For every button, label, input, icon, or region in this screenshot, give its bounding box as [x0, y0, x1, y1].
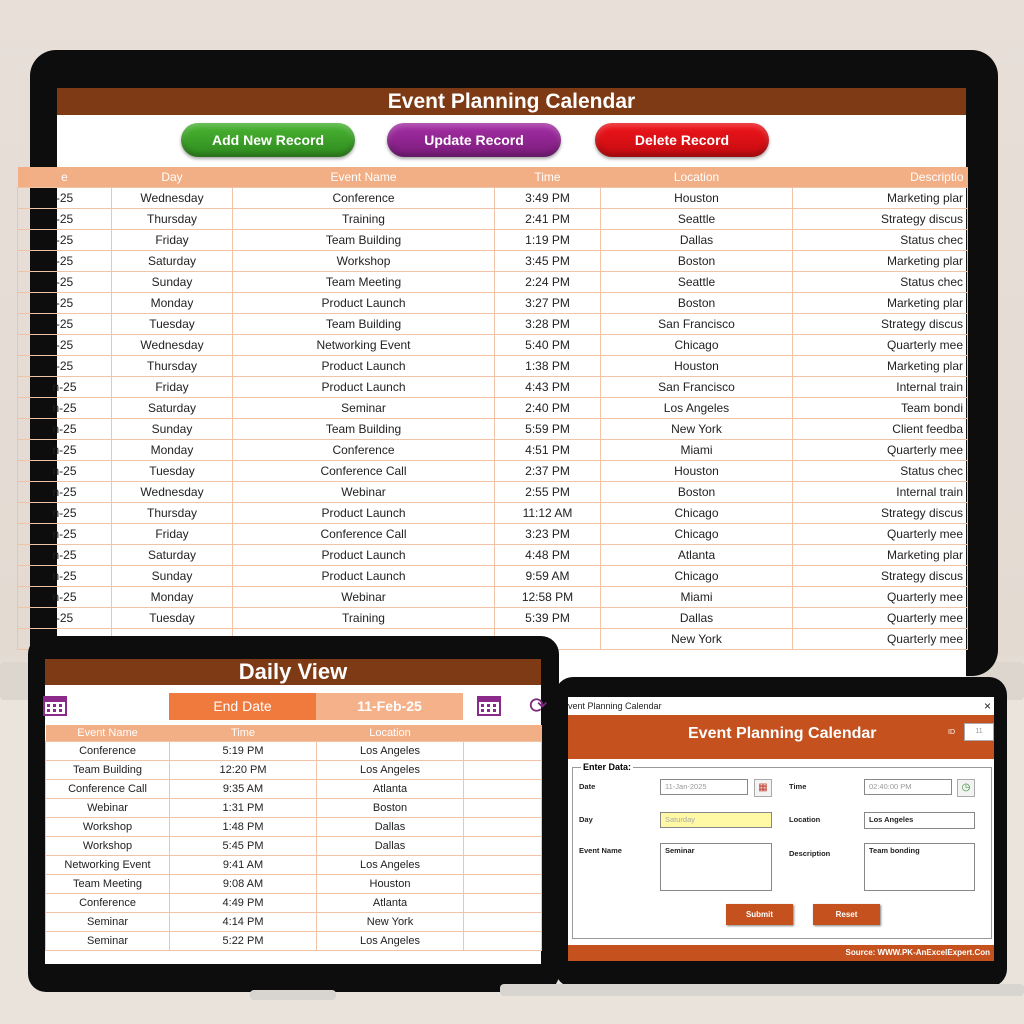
- table-cell[interactable]: Thursday: [112, 209, 233, 230]
- table-cell[interactable]: Conference Call: [233, 524, 495, 545]
- table-cell[interactable]: 1:31 PM: [170, 799, 317, 818]
- day-label: Day: [579, 815, 593, 824]
- table-cell[interactable]: Atlanta: [317, 780, 464, 799]
- close-icon[interactable]: ×: [983, 699, 991, 713]
- table-cell[interactable]: Friday: [112, 377, 233, 398]
- table-row[interactable]: [18, 608, 968, 629]
- table-cell[interactable]: Wednesday: [112, 335, 233, 356]
- column-header: [464, 725, 542, 742]
- main-sheet: [52, 88, 966, 710]
- table-row[interactable]: [18, 524, 968, 545]
- column-header: Descriptio: [793, 167, 968, 188]
- table-cell[interactable]: Boston: [601, 251, 793, 272]
- table-cell[interactable]: Los Angeles: [317, 761, 464, 780]
- submit-button[interactable]: Submit: [726, 904, 793, 925]
- laptop-base: [500, 984, 1024, 996]
- table-row[interactable]: [18, 209, 968, 230]
- calendar-icon[interactable]: [43, 694, 67, 716]
- table-cell[interactable]: n-25: [18, 482, 112, 503]
- table-cell[interactable]: Webinar: [46, 799, 170, 818]
- table-row[interactable]: [18, 377, 968, 398]
- table-cell[interactable]: Conference Call: [46, 780, 170, 799]
- table-cell[interactable]: [464, 894, 542, 913]
- table-cell[interactable]: Miami: [601, 440, 793, 461]
- table-cell[interactable]: Workshop: [233, 251, 495, 272]
- table-row[interactable]: [18, 545, 968, 566]
- table-row[interactable]: [46, 932, 542, 951]
- delete-record-button[interactable]: Delete Record: [595, 123, 769, 157]
- id-label: ID: [948, 729, 955, 736]
- table-cell[interactable]: Training: [233, 608, 495, 629]
- table-cell[interactable]: 3:23 PM: [495, 524, 601, 545]
- table-cell[interactable]: Quarterly mee: [793, 440, 968, 461]
- table-cell[interactable]: Chicago: [601, 524, 793, 545]
- table-cell[interactable]: -25: [18, 293, 112, 314]
- table-cell[interactable]: San Francisco: [601, 377, 793, 398]
- table-cell[interactable]: 2:40 PM: [495, 398, 601, 419]
- table-cell[interactable]: 3:45 PM: [495, 251, 601, 272]
- table-cell[interactable]: Conference: [46, 894, 170, 913]
- table-cell[interactable]: Team Building: [233, 419, 495, 440]
- table-cell[interactable]: Marketing plar: [793, 545, 968, 566]
- table-cell[interactable]: 5:59 PM: [495, 419, 601, 440]
- table-cell[interactable]: Houston: [601, 356, 793, 377]
- table-cell[interactable]: 2:37 PM: [495, 461, 601, 482]
- table-cell[interactable]: -25: [18, 272, 112, 293]
- entry-form-window: [568, 697, 994, 961]
- table-cell[interactable]: Product Launch: [233, 293, 495, 314]
- table-cell[interactable]: Webinar: [233, 587, 495, 608]
- table-row[interactable]: [18, 230, 968, 251]
- table-cell[interactable]: Team bondi: [793, 398, 968, 419]
- table-row[interactable]: [18, 335, 968, 356]
- description-label: Description: [789, 849, 831, 858]
- table-cell[interactable]: [464, 818, 542, 837]
- table-cell[interactable]: Strategy discus: [793, 566, 968, 587]
- table-cell[interactable]: Boston: [317, 799, 464, 818]
- table-cell[interactable]: 2:24 PM: [495, 272, 601, 293]
- table-row[interactable]: [46, 875, 542, 894]
- table-cell[interactable]: n-25: [18, 398, 112, 419]
- table-row[interactable]: [18, 482, 968, 503]
- table-cell[interactable]: Seminar: [46, 932, 170, 951]
- table-cell[interactable]: [464, 875, 542, 894]
- table-cell[interactable]: Marketing plar: [793, 356, 968, 377]
- table-row[interactable]: [18, 293, 968, 314]
- time-field[interactable]: 02:40:00 PM: [864, 779, 952, 795]
- table-cell[interactable]: Team Building: [46, 761, 170, 780]
- event-name-label: Event Name: [579, 846, 622, 855]
- table-cell[interactable]: -25: [18, 188, 112, 209]
- table-cell[interactable]: Seattle: [601, 272, 793, 293]
- window-titlebar: [568, 697, 994, 715]
- date-field[interactable]: 11-Jan-2025: [660, 779, 748, 795]
- table-cell[interactable]: 4:48 PM: [495, 545, 601, 566]
- table-cell[interactable]: 5:40 PM: [495, 335, 601, 356]
- column-header: e: [18, 167, 112, 188]
- table-cell[interactable]: Status chec: [793, 230, 968, 251]
- table-cell[interactable]: 1:38 PM: [495, 356, 601, 377]
- window-title: vent Planning Calendar: [568, 701, 662, 711]
- table-cell[interactable]: Networking Event: [46, 856, 170, 875]
- calendar-icon[interactable]: ▦: [754, 779, 772, 797]
- table-cell[interactable]: Seminar: [46, 913, 170, 932]
- table-cell[interactable]: -25: [18, 356, 112, 377]
- table-cell[interactable]: 2:55 PM: [495, 482, 601, 503]
- table-cell[interactable]: Monday: [112, 587, 233, 608]
- form-laptop: [555, 677, 1007, 987]
- table-cell[interactable]: [464, 856, 542, 875]
- table-cell[interactable]: Strategy discus: [793, 209, 968, 230]
- table-cell[interactable]: Seattle: [601, 209, 793, 230]
- id-field[interactable]: 11: [964, 723, 994, 741]
- page-title: Event Planning Calendar: [57, 88, 966, 115]
- table-row[interactable]: [18, 461, 968, 482]
- column-header: Time: [170, 725, 317, 742]
- table-row[interactable]: [18, 440, 968, 461]
- table-cell[interactable]: Training: [233, 209, 495, 230]
- table-cell[interactable]: -25: [18, 251, 112, 272]
- table-cell[interactable]: Los Angeles: [317, 932, 464, 951]
- table-row[interactable]: [46, 818, 542, 837]
- source-footer: Source: WWW.PK-AnExcelExpert.Con: [568, 945, 994, 961]
- table-cell[interactable]: Miami: [601, 587, 793, 608]
- table-header-row: [46, 725, 542, 742]
- table-cell[interactable]: Saturday: [112, 398, 233, 419]
- column-header: Location: [317, 725, 464, 742]
- table-cell[interactable]: Tuesday: [112, 314, 233, 335]
- table-cell[interactable]: Team Meeting: [46, 875, 170, 894]
- table-row[interactable]: [18, 314, 968, 335]
- table-cell[interactable]: [464, 799, 542, 818]
- daily-view-title: Daily View: [45, 659, 541, 685]
- table-cell[interactable]: Houston: [601, 461, 793, 482]
- table-cell[interactable]: Conference: [46, 742, 170, 761]
- table-cell[interactable]: Marketing plar: [793, 188, 968, 209]
- table-cell[interactable]: 5:22 PM: [170, 932, 317, 951]
- table-cell[interactable]: Houston: [601, 188, 793, 209]
- table-cell[interactable]: Product Launch: [233, 566, 495, 587]
- table-cell[interactable]: Conference: [233, 440, 495, 461]
- action-bar: [57, 115, 966, 167]
- column-header: Event Name: [46, 725, 170, 742]
- table-cell[interactable]: 5:39 PM: [495, 608, 601, 629]
- table-cell[interactable]: 2:41 PM: [495, 209, 601, 230]
- table-cell[interactable]: Product Launch: [233, 545, 495, 566]
- table-cell[interactable]: Chicago: [601, 566, 793, 587]
- table-row[interactable]: [18, 419, 968, 440]
- table-cell[interactable]: Sunday: [112, 272, 233, 293]
- table-cell[interactable]: Tuesday: [112, 461, 233, 482]
- table-row[interactable]: [18, 566, 968, 587]
- table-cell[interactable]: Sunday: [112, 566, 233, 587]
- table-cell[interactable]: Quarterly mee: [793, 608, 968, 629]
- table-cell[interactable]: Product Launch: [233, 503, 495, 524]
- table-cell[interactable]: Client feedba: [793, 419, 968, 440]
- table-row[interactable]: [46, 799, 542, 818]
- table-cell[interactable]: n-25: [18, 419, 112, 440]
- table-cell[interactable]: Strategy discus: [793, 314, 968, 335]
- table-cell[interactable]: Workshop: [46, 818, 170, 837]
- table-cell[interactable]: Wednesday: [112, 482, 233, 503]
- table-row[interactable]: [18, 356, 968, 377]
- table-cell[interactable]: Webinar: [233, 482, 495, 503]
- table-cell[interactable]: Friday: [112, 524, 233, 545]
- form-title: Event Planning Calendar: [688, 725, 877, 742]
- table-cell[interactable]: Wednesday: [112, 188, 233, 209]
- tablet-stand: [250, 990, 336, 1000]
- table-row[interactable]: [46, 894, 542, 913]
- daily-view-sheet: [45, 659, 548, 964]
- date-filter: [45, 685, 548, 725]
- table-cell[interactable]: Dallas: [317, 837, 464, 856]
- table-cell[interactable]: Los Angeles: [601, 398, 793, 419]
- table-cell[interactable]: -25: [18, 230, 112, 251]
- table-cell[interactable]: 11:12 AM: [495, 503, 601, 524]
- table-cell[interactable]: Los Angeles: [317, 742, 464, 761]
- table-cell[interactable]: Boston: [601, 482, 793, 503]
- table-cell[interactable]: Thursday: [112, 503, 233, 524]
- daily-event-table: [45, 725, 542, 951]
- event-table: [17, 167, 968, 650]
- table-cell[interactable]: 4:49 PM: [170, 894, 317, 913]
- table-row[interactable]: [46, 856, 542, 875]
- table-cell[interactable]: Product Launch: [233, 377, 495, 398]
- enter-data-frame: [572, 762, 992, 939]
- table-cell[interactable]: -25: [18, 608, 112, 629]
- table-cell[interactable]: n-25: [18, 524, 112, 545]
- table-cell[interactable]: New York: [601, 629, 793, 650]
- table-row[interactable]: [46, 761, 542, 780]
- table-cell[interactable]: Workshop: [46, 837, 170, 856]
- daily-view-tablet: [28, 636, 559, 992]
- table-row[interactable]: [18, 398, 968, 419]
- table-cell[interactable]: Sunday: [112, 419, 233, 440]
- table-row[interactable]: [18, 188, 968, 209]
- table-cell[interactable]: Dallas: [317, 818, 464, 837]
- table-cell[interactable]: Strategy discus: [793, 503, 968, 524]
- table-cell[interactable]: New York: [601, 419, 793, 440]
- table-cell[interactable]: Thursday: [112, 356, 233, 377]
- table-cell[interactable]: n-25: [18, 440, 112, 461]
- table-cell[interactable]: n-25: [18, 587, 112, 608]
- table-cell[interactable]: Quarterly mee: [793, 335, 968, 356]
- table-cell[interactable]: 9:35 AM: [170, 780, 317, 799]
- event-name-field[interactable]: Seminar: [660, 843, 772, 891]
- reset-button[interactable]: Reset: [813, 904, 880, 925]
- table-cell[interactable]: [464, 913, 542, 932]
- table-cell[interactable]: Atlanta: [601, 545, 793, 566]
- table-row[interactable]: [18, 272, 968, 293]
- table-cell[interactable]: 9:59 AM: [495, 566, 601, 587]
- table-cell[interactable]: 5:45 PM: [170, 837, 317, 856]
- table-row[interactable]: [18, 251, 968, 272]
- table-cell[interactable]: Team Building: [233, 314, 495, 335]
- table-cell[interactable]: [464, 932, 542, 951]
- table-cell[interactable]: Team Building: [233, 230, 495, 251]
- clock-icon[interactable]: ◷: [957, 779, 975, 797]
- table-cell[interactable]: Team Meeting: [233, 272, 495, 293]
- table-row[interactable]: [46, 742, 542, 761]
- main-monitor: [30, 50, 998, 676]
- add-new-record-button[interactable]: Add New Record: [181, 123, 355, 157]
- table-cell[interactable]: n-25: [18, 461, 112, 482]
- table-cell[interactable]: [464, 780, 542, 799]
- table-cell[interactable]: n-25: [18, 545, 112, 566]
- table-row[interactable]: [46, 837, 542, 856]
- table-cell[interactable]: Product Launch: [233, 356, 495, 377]
- table-cell[interactable]: 4:43 PM: [495, 377, 601, 398]
- table-cell[interactable]: [464, 761, 542, 780]
- table-cell[interactable]: 3:28 PM: [495, 314, 601, 335]
- table-row[interactable]: [46, 913, 542, 932]
- table-cell[interactable]: Saturday: [112, 545, 233, 566]
- table-cell[interactable]: 5:19 PM: [170, 742, 317, 761]
- table-cell[interactable]: 1:48 PM: [170, 818, 317, 837]
- table-cell[interactable]: Conference: [233, 188, 495, 209]
- table-cell[interactable]: 12:58 PM: [495, 587, 601, 608]
- table-cell[interactable]: 12:20 PM: [170, 761, 317, 780]
- table-cell[interactable]: Monday: [112, 293, 233, 314]
- table-cell[interactable]: 9:41 AM: [170, 856, 317, 875]
- table-cell[interactable]: -25: [18, 314, 112, 335]
- table-cell[interactable]: -25: [18, 335, 112, 356]
- table-cell[interactable]: Los Angeles: [317, 856, 464, 875]
- table-cell[interactable]: Marketing plar: [793, 293, 968, 314]
- table-cell[interactable]: Status chec: [793, 461, 968, 482]
- table-header-row: [18, 167, 968, 188]
- table-cell[interactable]: Saturday: [112, 251, 233, 272]
- day-field[interactable]: Saturday: [660, 812, 772, 828]
- table-cell[interactable]: Dallas: [601, 608, 793, 629]
- table-cell[interactable]: Boston: [601, 293, 793, 314]
- table-cell[interactable]: Quarterly mee: [793, 587, 968, 608]
- table-cell[interactable]: Dallas: [601, 230, 793, 251]
- table-cell[interactable]: [464, 837, 542, 856]
- table-row[interactable]: [18, 587, 968, 608]
- table-cell[interactable]: Internal train: [793, 482, 968, 503]
- column-header: Day: [112, 167, 233, 188]
- description-field[interactable]: Team bonding: [864, 843, 975, 891]
- table-cell[interactable]: Monday: [112, 440, 233, 461]
- table-cell[interactable]: 3:49 PM: [495, 188, 601, 209]
- table-cell[interactable]: 3:27 PM: [495, 293, 601, 314]
- table-cell[interactable]: Networking Event: [233, 335, 495, 356]
- table-cell[interactable]: n-25: [18, 566, 112, 587]
- table-cell[interactable]: Chicago: [601, 335, 793, 356]
- table-cell[interactable]: Status chec: [793, 272, 968, 293]
- column-header: Time: [495, 167, 601, 188]
- table-cell[interactable]: Quarterly mee: [793, 524, 968, 545]
- column-header: Event Name: [233, 167, 495, 188]
- table-cell[interactable]: Quarterly mee: [793, 629, 968, 650]
- table-cell[interactable]: 4:14 PM: [170, 913, 317, 932]
- table-cell[interactable]: New York: [317, 913, 464, 932]
- table-cell[interactable]: 1:19 PM: [495, 230, 601, 251]
- frame-legend: Enter Data:: [583, 762, 632, 772]
- calendar-icon[interactable]: [477, 694, 501, 716]
- table-cell[interactable]: Friday: [112, 230, 233, 251]
- table-cell[interactable]: n-25: [18, 377, 112, 398]
- table-cell[interactable]: n-25: [18, 503, 112, 524]
- table-row[interactable]: [46, 780, 542, 799]
- end-date-label: End Date: [169, 693, 316, 720]
- date-label: Date: [579, 782, 596, 791]
- column-header: Location: [601, 167, 793, 188]
- table-row[interactable]: [18, 503, 968, 524]
- table-cell[interactable]: Atlanta: [317, 894, 464, 913]
- table-cell[interactable]: 4:51 PM: [495, 440, 601, 461]
- update-record-button[interactable]: Update Record: [387, 123, 561, 157]
- table-cell[interactable]: Tuesday: [112, 608, 233, 629]
- table-cell[interactable]: -25: [18, 209, 112, 230]
- table-cell[interactable]: 9:08 AM: [170, 875, 317, 894]
- table-cell[interactable]: Marketing plar: [793, 251, 968, 272]
- time-label: Time: [789, 782, 807, 791]
- table-cell[interactable]: San Francisco: [601, 314, 793, 335]
- table-cell[interactable]: Seminar: [233, 398, 495, 419]
- table-cell[interactable]: Internal train: [793, 377, 968, 398]
- table-cell[interactable]: Conference Call: [233, 461, 495, 482]
- location-field[interactable]: Los Angeles: [864, 812, 975, 829]
- table-cell[interactable]: [464, 742, 542, 761]
- refresh-icon[interactable]: ⟳: [529, 693, 548, 718]
- location-label: Location: [789, 815, 821, 824]
- form-header: [568, 715, 994, 759]
- table-cell[interactable]: Chicago: [601, 503, 793, 524]
- end-date-value[interactable]: 11-Feb-25: [316, 693, 463, 720]
- table-cell[interactable]: Houston: [317, 875, 464, 894]
